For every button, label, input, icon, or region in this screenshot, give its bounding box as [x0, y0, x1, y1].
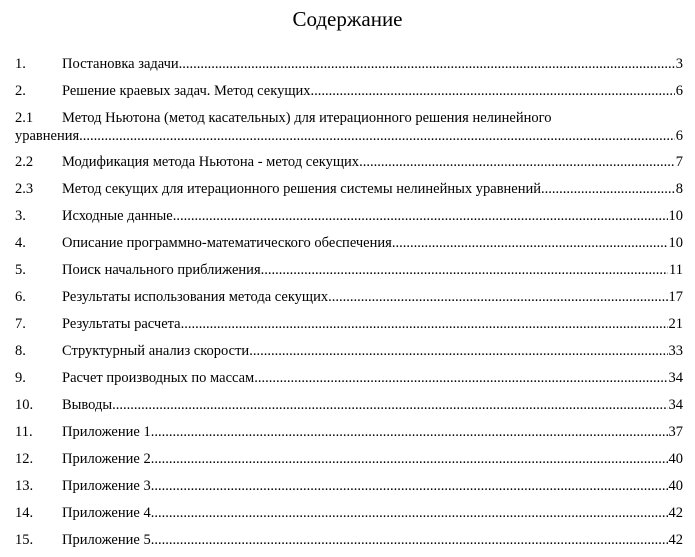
toc-entry-text: Приложение 1: [62, 424, 151, 440]
dot-leader: [173, 207, 668, 225]
toc-entry-number: 10.: [15, 397, 34, 413]
toc-entry-page: 8: [675, 181, 683, 197]
dot-leader: [181, 315, 668, 333]
dot-leader: [179, 55, 675, 73]
toc-entry[interactable]: [15, 473, 683, 500]
toc-entry-number: 4.: [15, 235, 26, 251]
toc-entry-page: 40: [668, 451, 683, 467]
toc-entry-page: 40: [668, 478, 683, 494]
toc-entry-text: Результаты расчета: [62, 316, 181, 332]
toc-entry-page: 34: [668, 397, 683, 413]
toc-entry-page: 17: [668, 289, 683, 305]
toc-entry-number: 1.: [15, 56, 26, 72]
toc-entry-text: Метод Ньютона (метод касательных) для итерационного решения нелинейного: [62, 110, 552, 126]
toc-entry-text: Поиск начального приближения: [62, 262, 261, 278]
toc-entry[interactable]: [15, 419, 683, 446]
toc-entry-page: 7: [675, 154, 683, 170]
dot-leader: [359, 153, 675, 171]
toc-entry-number: 2.1: [15, 110, 34, 126]
toc-entry-text: Приложение 3: [62, 478, 151, 494]
toc-entry-page: 42: [668, 505, 683, 521]
toc-entry-number: 11.: [15, 424, 33, 440]
toc-entry-page: 42: [668, 532, 683, 548]
toc-entry-number: 5.: [15, 262, 26, 278]
table-of-contents: [15, 51, 683, 554]
toc-entry-number: 3.: [15, 208, 26, 224]
toc-entry-text: Исходные данные: [62, 208, 173, 224]
toc-entry-number: 12.: [15, 451, 34, 467]
toc-entry-number: 13.: [15, 478, 34, 494]
toc-entry-number: 2.3: [15, 181, 34, 197]
toc-entry[interactable]: [15, 365, 683, 392]
toc-entry-number: 2.: [15, 83, 26, 99]
dot-leader: [311, 82, 675, 100]
toc-entry-text: Приложение 2: [62, 451, 151, 467]
toc-entry-page: 6: [675, 128, 683, 144]
toc-entry-number: 7.: [15, 316, 26, 332]
toc-entry-number: 14.: [15, 505, 34, 521]
toc-entry[interactable]: [15, 203, 683, 230]
toc-entry-text: Выводы: [62, 397, 113, 413]
toc-entry-text: Метод секущих для итерационного решения системы нелинейных уравнений: [62, 181, 542, 197]
toc-title: Содержание: [292, 7, 403, 31]
dot-leader: [151, 450, 668, 468]
dot-leader: [79, 127, 675, 145]
dot-leader: [328, 288, 667, 306]
dot-leader: [112, 396, 667, 414]
toc-entry-text: Постановка задачи: [62, 56, 179, 72]
toc-entry-text: Приложение 4: [62, 505, 151, 521]
toc-entry[interactable]: [15, 105, 683, 149]
dot-leader: [151, 423, 668, 441]
toc-entry-page: 33: [668, 343, 683, 359]
toc-entry[interactable]: [15, 230, 683, 257]
toc-entry-text: Решение краевых задач. Метод секущих: [62, 83, 311, 99]
toc-entry[interactable]: [15, 338, 683, 365]
toc-entry-page: 37: [668, 424, 683, 440]
toc-entry-text: Результаты использования метода секущих: [62, 289, 329, 305]
toc-entry[interactable]: [15, 311, 683, 338]
dot-leader: [151, 477, 668, 495]
toc-entry[interactable]: [15, 527, 683, 554]
toc-entry-number: 15.: [15, 532, 34, 548]
toc-entry[interactable]: [15, 284, 683, 311]
toc-entry-page: 6: [675, 83, 683, 99]
toc-entry-text: Описание программно-математического обеспечения: [62, 235, 392, 251]
toc-entry-number: 9.: [15, 370, 26, 386]
dot-leader: [541, 180, 675, 198]
dot-leader: [392, 234, 668, 252]
dot-leader: [254, 369, 667, 387]
dot-leader: [261, 261, 668, 279]
toc-entry[interactable]: [15, 51, 683, 78]
toc-entry-page: 34: [668, 370, 683, 386]
toc-entry-text: Расчет производных по массам: [62, 370, 255, 386]
dot-leader: [151, 504, 668, 522]
toc-entry[interactable]: [15, 176, 683, 203]
toc-entry[interactable]: [15, 500, 683, 527]
toc-entry[interactable]: [15, 392, 683, 419]
dot-leader: [151, 531, 668, 549]
toc-entry[interactable]: [15, 446, 683, 473]
toc-entry[interactable]: [15, 78, 683, 105]
toc-entry[interactable]: [15, 149, 683, 176]
dot-leader: [249, 342, 667, 360]
toc-entry-page: 11: [669, 262, 683, 278]
toc-entry-number: 6.: [15, 289, 26, 305]
toc-entry-text: Структурный анализ скорости: [62, 343, 250, 359]
toc-entry-text-continued: уравнения: [15, 128, 80, 144]
toc-entry-page: 21: [668, 316, 683, 332]
toc-entry-text: Приложение 5: [62, 532, 151, 548]
toc-entry-number: 8.: [15, 343, 26, 359]
toc-entry-text: Модификация метода Ньютона - метод секущих: [62, 154, 360, 170]
toc-entry-page: 10: [668, 208, 683, 224]
toc-entry-number: 2.2: [15, 154, 34, 170]
toc-entry[interactable]: [15, 257, 683, 284]
toc-entry-page: 3: [675, 56, 683, 72]
toc-entry-page: 10: [668, 235, 683, 251]
